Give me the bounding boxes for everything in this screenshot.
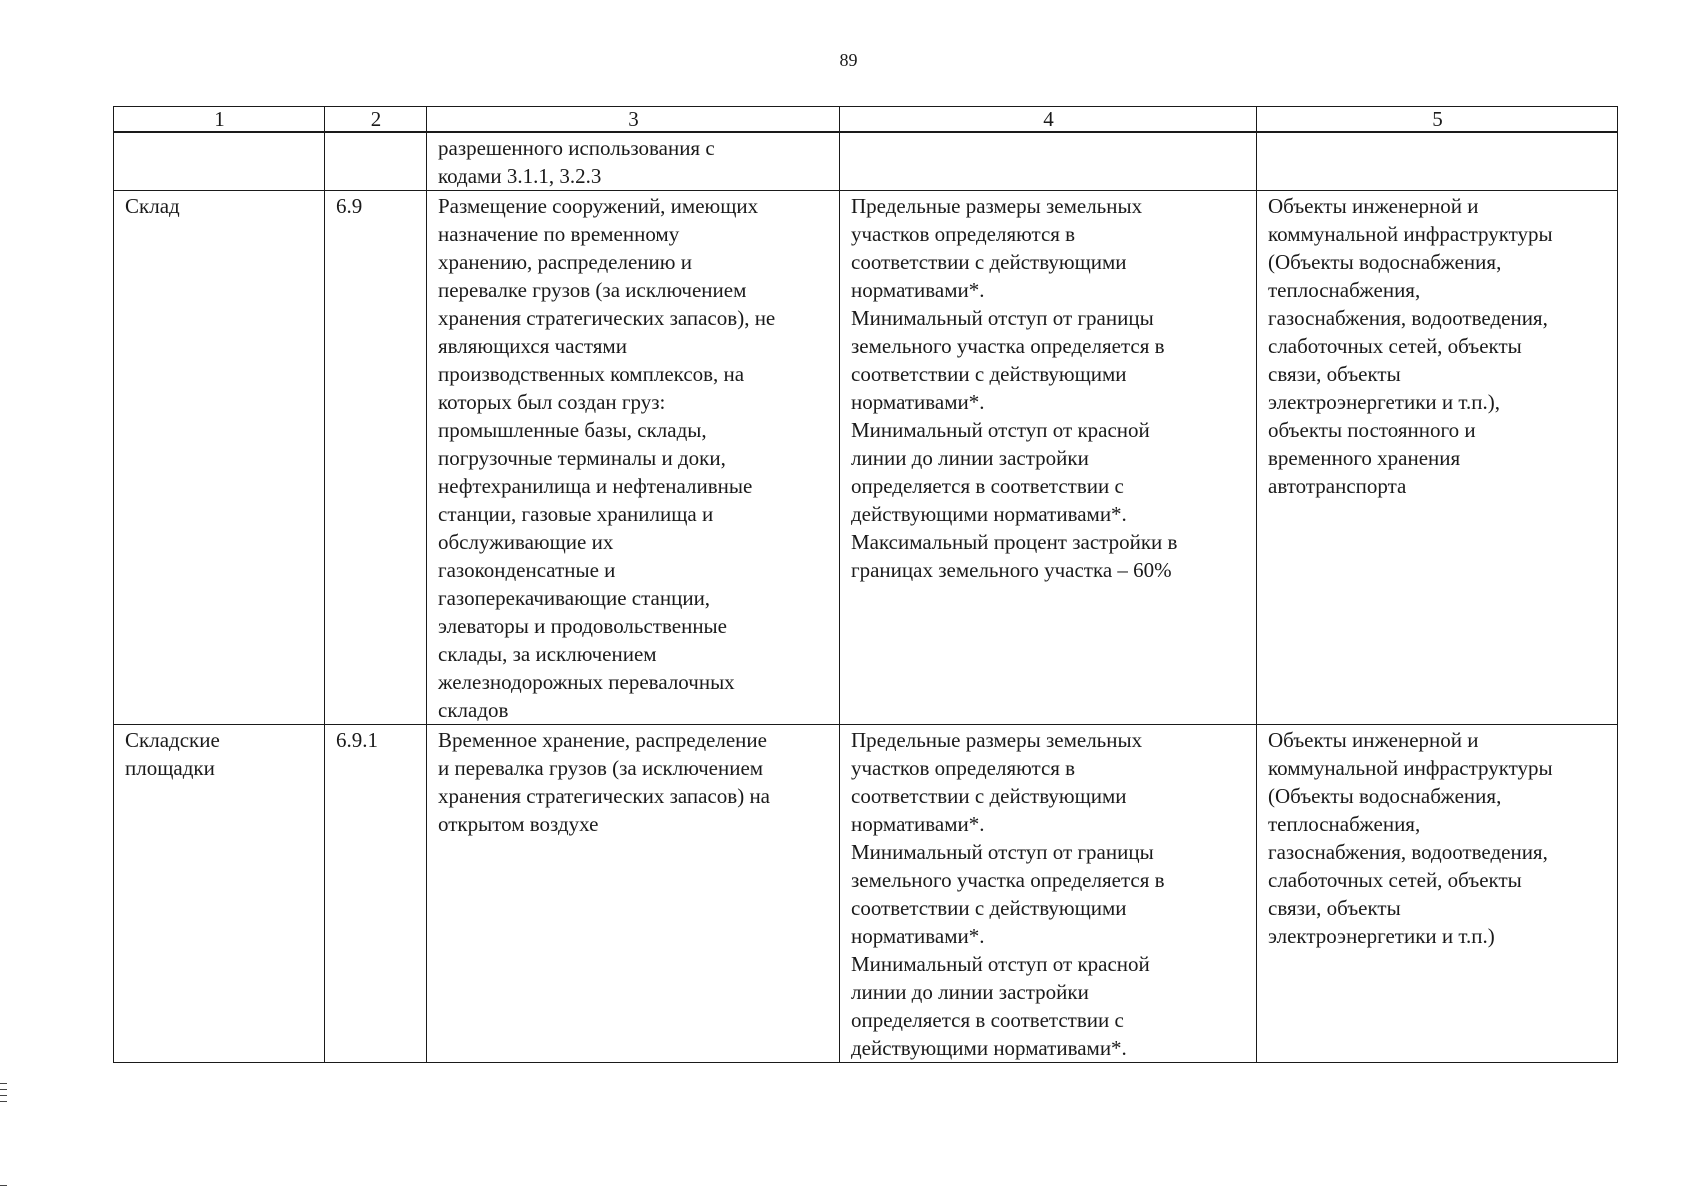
scan-edge-mark bbox=[0, 1185, 7, 1186]
header-cell-3: 3 bbox=[427, 107, 840, 133]
cell-use-code: 6.9 bbox=[325, 191, 427, 725]
table-row bbox=[114, 191, 1618, 725]
cell-use-name: Складские площадки bbox=[114, 725, 325, 1063]
cell-use-name bbox=[114, 132, 325, 191]
scan-edge-mark bbox=[0, 1083, 7, 1084]
header-cell-1: 1 bbox=[114, 107, 325, 133]
cell-use-code bbox=[325, 132, 427, 191]
scan-edge-mark bbox=[0, 1101, 7, 1102]
page-number: 89 bbox=[839, 50, 858, 70]
table-row bbox=[114, 132, 1618, 191]
header-row bbox=[114, 107, 1618, 133]
header-cell-2: 2 bbox=[325, 107, 427, 133]
land-use-table bbox=[113, 106, 1618, 1063]
cell-parameters bbox=[840, 132, 1257, 191]
cell-parameters: Предельные размеры земельных участков определяются в соответствии с действующими нормативами*. Минимальный отступ от границы земельного участка определяется в соответствии с действующими нормативами*. Минимальный отступ от красной линии до линии застройки определяется в соответствии с действующими нормативами*. bbox=[840, 725, 1257, 1063]
cell-parameters: Предельные размеры земельных участков определяются в соответствии с действующими нормативами*. Минимальный отступ от границы земельного участка определяется в соответствии с действующими нормативами*. Минимальный отступ от красной линии до линии застройки определяется в соответствии с действующими нормативами*. Максимальный процент застройки в границах земельного участка – 60% bbox=[840, 191, 1257, 725]
header-cell-5: 5 bbox=[1257, 107, 1618, 133]
table-row bbox=[114, 725, 1618, 1063]
cell-description: Размещение сооружений, имеющих назначение по временному хранению, распределению и перевалке грузов (за исключением хранения стратегических запасов), не являющихся частями производственных комплексов, на которых был создан груз: промышленные базы, склады, погрузочные терминалы и доки, нефтехранилища и нефтеналивные станции, газовые хранилища и обслуживающие их газоконденсатные и газоперекачивающие станции, элеваторы и продовольственные склады, за исключением железнодорожных перевалочных складов bbox=[427, 191, 840, 725]
header-cell-4: 4 bbox=[840, 107, 1257, 133]
cell-auxiliary-uses bbox=[1257, 132, 1618, 191]
cell-description: разрешенного использования с кодами 3.1.1, 3.2.3 bbox=[427, 132, 840, 191]
scan-edge-mark bbox=[0, 1095, 7, 1096]
cell-description: Временное хранение, распределение и перевалка грузов (за исключением хранения стратегических запасов) на открытом воздухе bbox=[427, 725, 840, 1063]
cell-auxiliary-uses: Объекты инженерной и коммунальной инфраструктуры (Объекты водоснабжения, теплоснабжения, газоснабжения, водоотведения, слаботочных сетей, объекты связи, объекты электроэнергетики и т.п.), объекты постоянного и временного хранения автотранспорта bbox=[1257, 191, 1618, 725]
cell-use-code: 6.9.1 bbox=[325, 725, 427, 1063]
cell-use-name: Склад bbox=[114, 191, 325, 725]
cell-auxiliary-uses: Объекты инженерной и коммунальной инфраструктуры (Объекты водоснабжения, теплоснабжения, газоснабжения, водоотведения, слаботочных сетей, объекты связи, объекты электроэнергетики и т.п.) bbox=[1257, 725, 1618, 1063]
scan-edge-mark bbox=[0, 1089, 7, 1090]
